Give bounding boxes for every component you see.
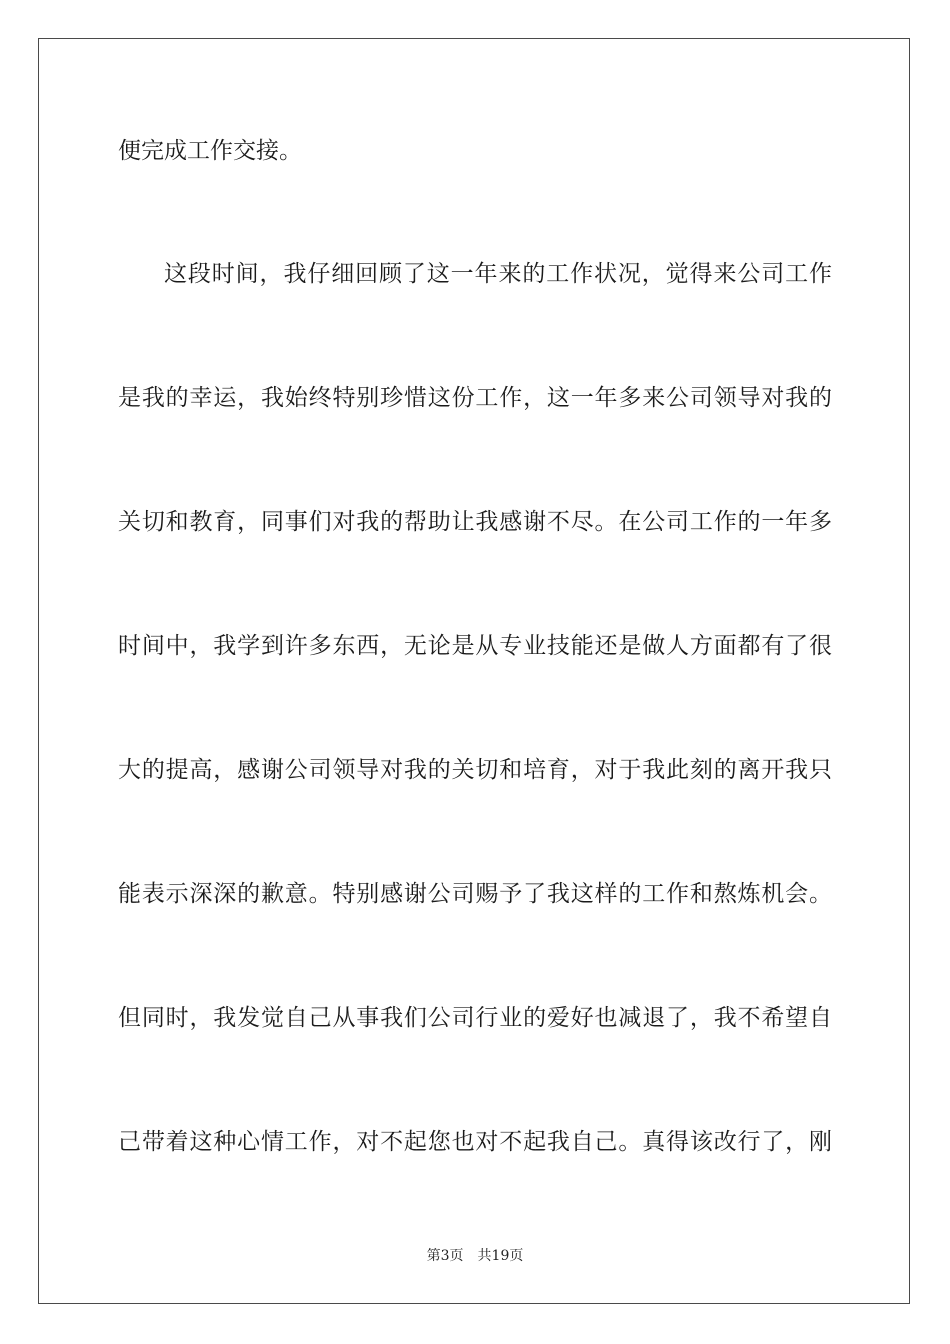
page-total: 共19页 (477, 1248, 524, 1264)
text-line: 但同时，我发觉自己从事我们公司行业的爱好也减退了，我不希望自 (118, 1005, 832, 1031)
text-line: 是我的幸运，我始终特别珍惜这份工作，这一年多来公司领导对我的 (118, 385, 832, 411)
page-border (38, 38, 910, 1304)
text-line: 便完成工作交接。 (118, 138, 302, 164)
text-line: 关切和教育，同事们对我的帮助让我感谢不尽。在公司工作的一年多 (118, 509, 832, 535)
page-number: 第3页 (426, 1248, 464, 1264)
paragraph-first-line: 这段时间，我仔细回顾了这一年来的工作状况，觉得来公司工作 (164, 261, 832, 287)
text-line: 时间中，我学到许多东西，无论是从专业技能还是做人方面都有了很 (118, 633, 832, 659)
page-footer (0, 1247, 950, 1265)
text-line: 能表示深深的歉意。特别感谢公司赐予了我这样的工作和熬炼机会。 (118, 881, 832, 907)
text-line: 大的提高，感谢公司领导对我的关切和培育，对于我此刻的离开我只 (118, 757, 832, 783)
text-line: 己带着这种心情工作，对不起您也对不起我自己。真得该改行了，刚 (118, 1129, 832, 1155)
